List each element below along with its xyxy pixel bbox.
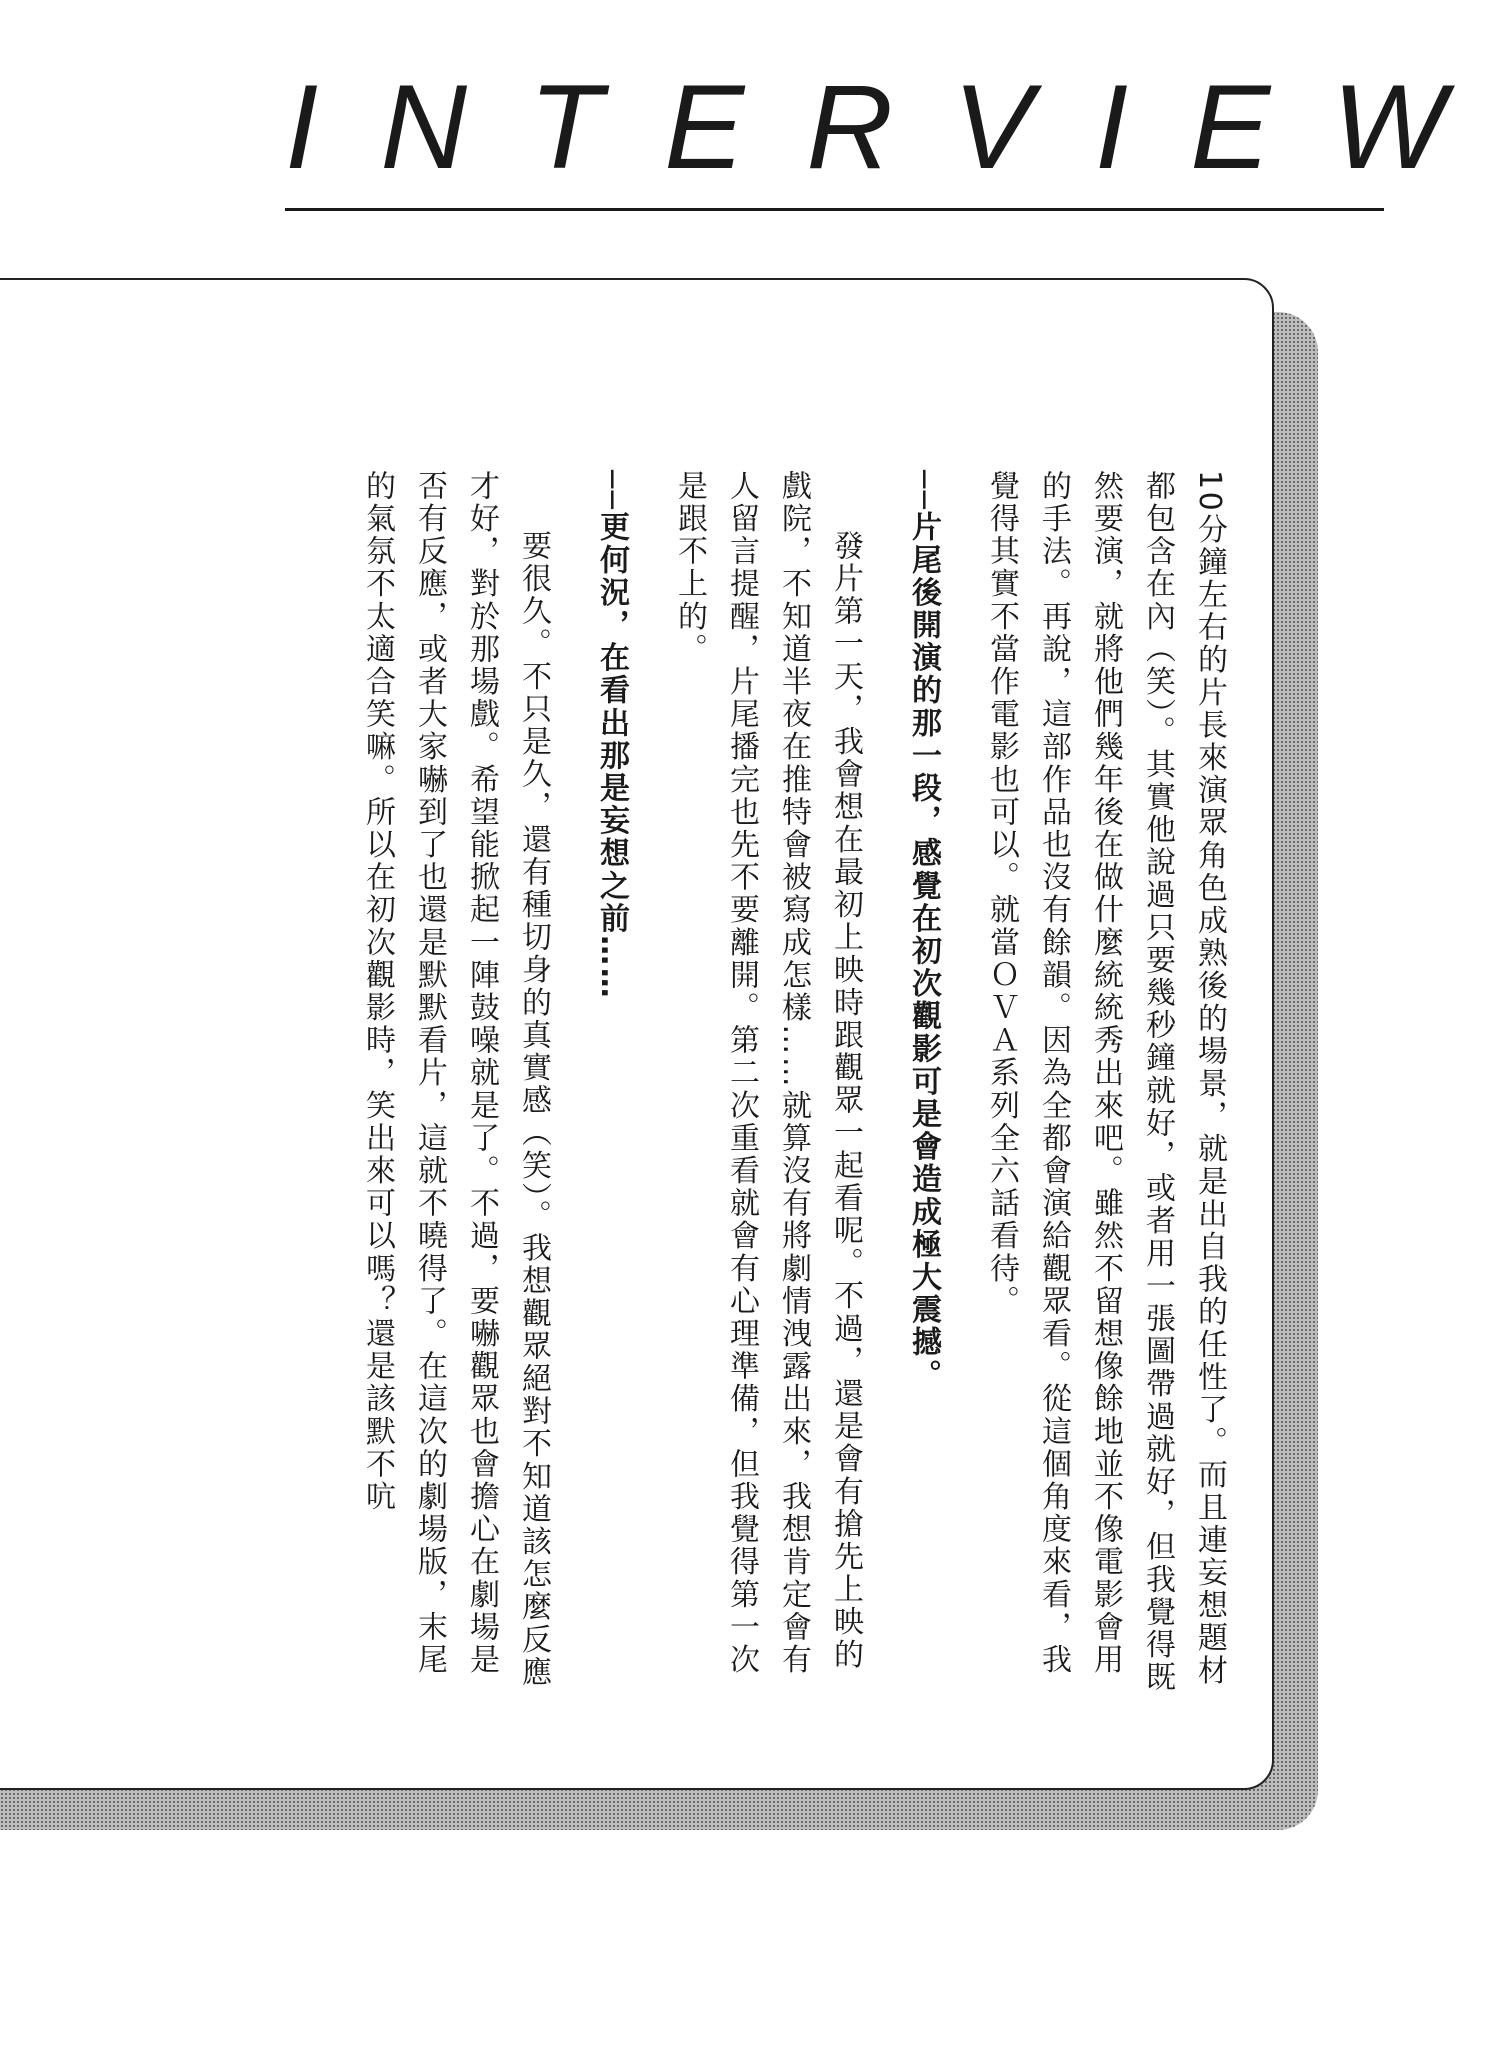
- interviewer-question: ──更何況，在看出那是妄想之前……: [594, 470, 629, 1001]
- interview-body: [205, 470, 1235, 1700]
- page-header-title: INTERVIEW: [285, 60, 1508, 194]
- answer-paragraph: 要很久。不只是久，還有種切身的真實感（笑）。我想觀眾絕對不知道該怎麼反應才好，對於那場戲。希望能掀起一陣鼓噪就是了。不過，要嚇觀眾也會擔心在劇場是否有反應，或者大家嚇到了也還是默默看片，這就不曉得了。在這次的劇場版，末尾的氣氛不太適合笑嘛。所以在初次觀影時，笑出來可以嗎？還是該默不吭: [360, 470, 551, 1689]
- answer-paragraph: 10分鐘左右的片長來演眾角色成熟後的場景，就是出自我的任性了。而且連妄想題材都包含在內（笑）。其實他說過只要幾秒鐘就好，或者用一張圖帶過就好，但我覺得既然要演，就將他們幾年後在做什麼統統秀出來吧。雖然不留想像餘地並不像電影會用的手法。再說，這部作品也沒有餘韻。因為全都會演給觀眾看。從這個角度來看，我覺得其實不當作電影也可以。就當ＯＶＡ系列全六話看待。: [984, 470, 1227, 1694]
- answer-paragraph: 發片第一天，我會想在最初上映時跟觀眾一起看呢。不過，還是會有搶先上映的戲院，不知道半夜在推特會被寫成怎樣……就算沒有將劇情洩露出來，我想肯定會有人留言提醒，片尾播完也先不要離開。第二次重看就會有心理準備，但我覺得第一次是跟不上的。: [672, 470, 863, 1677]
- interviewer-question: ──片尾後開演的那一段，感覺在初次觀影可是會造成極大震撼。: [906, 470, 941, 1392]
- header-divider: [285, 208, 1384, 211]
